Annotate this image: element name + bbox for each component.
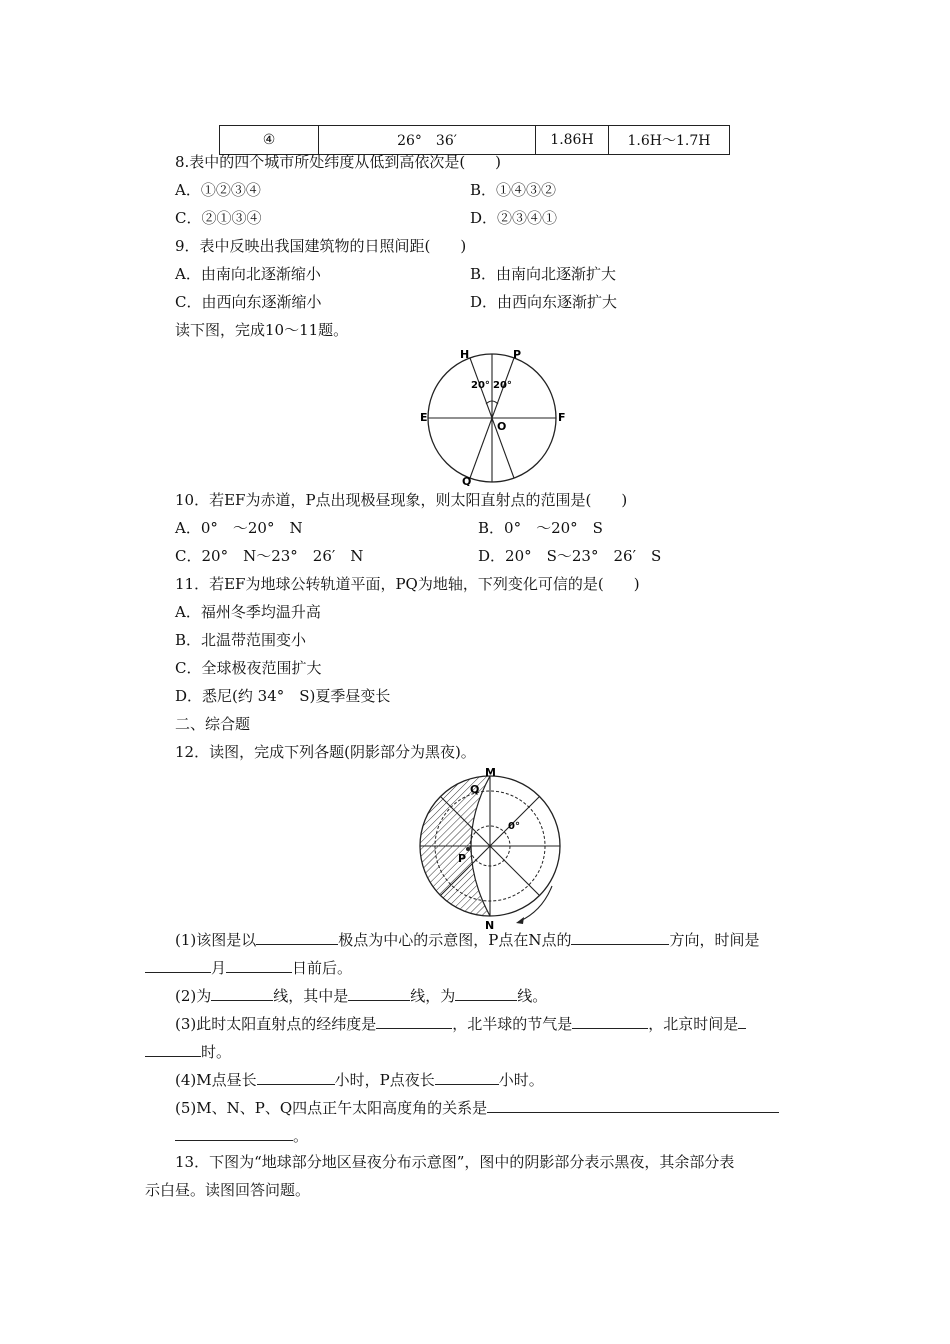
q11-option-d: D．悉尼(约 34° S)夏季昼变长 — [175, 687, 391, 705]
answer-blank[interactable] — [572, 1014, 648, 1029]
answer-blank[interactable] — [376, 1014, 452, 1029]
label-h: H — [460, 348, 470, 361]
q12-p2c: 线，为 — [410, 987, 456, 1005]
q12-p2d: 线。 — [517, 987, 548, 1005]
q13-line2: 示白昼。读图回答问题。 — [145, 1181, 311, 1199]
q12-p4c: 小时。 — [498, 1071, 544, 1089]
q12-p3c: ，北京时间是 — [648, 1015, 739, 1033]
answer-blank[interactable] — [435, 1070, 499, 1085]
table-cell: 1.6H～1.7H — [609, 126, 730, 155]
answer-blank[interactable] — [145, 1042, 201, 1057]
table-cell: 1.86H — [536, 126, 609, 155]
q10-option-b: B．0° ～20° S — [478, 519, 603, 537]
q9-option-d: D．由西向东逐渐扩大 — [470, 293, 618, 311]
angle-right: 20° — [493, 380, 512, 391]
q8-option-b: B．①④③② — [470, 181, 557, 199]
q9-stem: 9．表中反映出我国建筑物的日照间距( ) — [175, 237, 467, 255]
q12-p5a: (5)M、N、P、Q四点正午太阳高度角的关系是 — [175, 1099, 488, 1117]
q8-option-a: A．①②③④ — [175, 181, 261, 199]
q12-part4 — [175, 1070, 544, 1090]
q12-stem: 12．读图，完成下列各题(阴影部分为黑夜)。 — [175, 743, 476, 761]
q12-p4b: 小时，P点夜长 — [334, 1071, 435, 1089]
q11-option-c: C．全球极夜范围扩大 — [175, 659, 322, 677]
q13-line1: 13．下图为“地球部分地区昼夜分布示意图”，图中的阴影部分表示黑夜，其余部分表 — [175, 1153, 735, 1171]
q12-part3-line2 — [145, 1042, 231, 1062]
answer-blank[interactable] — [145, 958, 211, 973]
q11-option-b: B．北温带范围变小 — [175, 631, 307, 649]
q10-option-c: C．20° N～23° 26′ N — [175, 547, 364, 565]
q12-p1a: (1)该图是以 — [175, 931, 257, 949]
label-o: O — [497, 420, 507, 433]
q12-p4a: (4)M点昼长 — [175, 1071, 257, 1089]
angle-left: 20° — [471, 380, 490, 391]
table-cell: ④ — [220, 126, 319, 155]
q12-p1c: 方向，时间是 — [669, 931, 760, 949]
q10-stem: 10．若EF为赤道，P点出现极昼现象，则太阳直射点的范围是( ) — [175, 491, 628, 509]
section-heading: 二、综合题 — [175, 715, 251, 733]
answer-blank[interactable] — [348, 986, 410, 1001]
q12-part5-line1 — [175, 1098, 779, 1118]
q9-option-a: A．由南向北逐渐缩小 — [175, 265, 321, 283]
label-q: Q — [462, 475, 472, 486]
intro-10-11: 读下图，完成10～11题。 — [175, 321, 349, 339]
q12-p1e: 日前后。 — [292, 959, 353, 977]
q12-p3b: ，北半球的节气是 — [452, 1015, 573, 1033]
q12-p3a: (3)此时太阳直射点的经纬度是 — [175, 1015, 377, 1033]
q12-part3-line1 — [175, 1014, 746, 1034]
label-p: P — [513, 348, 522, 361]
label-m: M — [485, 766, 496, 779]
q12-part1-line1 — [175, 930, 760, 950]
figure-polar-view — [412, 766, 582, 932]
q11-option-a: A．福州冬季均温升高 — [175, 603, 321, 621]
answer-blank[interactable] — [211, 986, 273, 1001]
q10-option-d: D．20° S～23° 26′ S — [478, 547, 662, 565]
table-cell: 26° 36′ — [319, 126, 536, 155]
answer-blank[interactable] — [455, 986, 517, 1001]
answer-blank[interactable] — [257, 1070, 335, 1085]
answer-blank[interactable] — [738, 1014, 746, 1029]
label-zero: 0° — [508, 821, 520, 832]
table-row — [220, 126, 730, 155]
label-p2: P — [458, 852, 467, 865]
q12-p3d: 时。 — [201, 1043, 232, 1061]
q9-option-b: B．由南向北逐渐扩大 — [470, 265, 617, 283]
q12-p1d: 月 — [211, 959, 227, 977]
q11-stem: 11．若EF为地球公转轨道平面，PQ为地轴，下列变化可信的是( ) — [175, 575, 640, 593]
answer-blank[interactable] — [571, 930, 669, 945]
label-n: N — [485, 919, 495, 932]
answer-blank[interactable] — [256, 930, 338, 945]
q12-part5-line2 — [175, 1126, 308, 1146]
answer-blank[interactable] — [175, 1126, 293, 1141]
figure-earth-axis — [418, 346, 568, 486]
q8-stem: 8.表中的四个城市所处纬度从低到高依次是( ) — [175, 153, 502, 171]
q8-option-c: C．②①③④ — [175, 209, 262, 227]
q9-option-c: C．由西向东逐渐缩小 — [175, 293, 322, 311]
answer-blank[interactable] — [487, 1098, 779, 1113]
q10-option-a: A．0° ～20° N — [175, 519, 303, 537]
data-table — [219, 125, 730, 155]
answer-blank[interactable] — [226, 958, 292, 973]
label-f: F — [558, 411, 566, 424]
q12-p2a: (2)为 — [175, 987, 212, 1005]
q8-option-d: D．②③④① — [470, 209, 558, 227]
q12-part1-line2 — [145, 958, 352, 978]
label-q2: Q — [470, 783, 480, 796]
label-e: E — [420, 411, 428, 424]
q12-part2 — [175, 986, 547, 1006]
q12-p5b: 。 — [293, 1127, 309, 1145]
q12-p2b: 线，其中是 — [273, 987, 349, 1005]
q12-p1b: 极点为中心的示意图，P点在N点的 — [338, 931, 572, 949]
